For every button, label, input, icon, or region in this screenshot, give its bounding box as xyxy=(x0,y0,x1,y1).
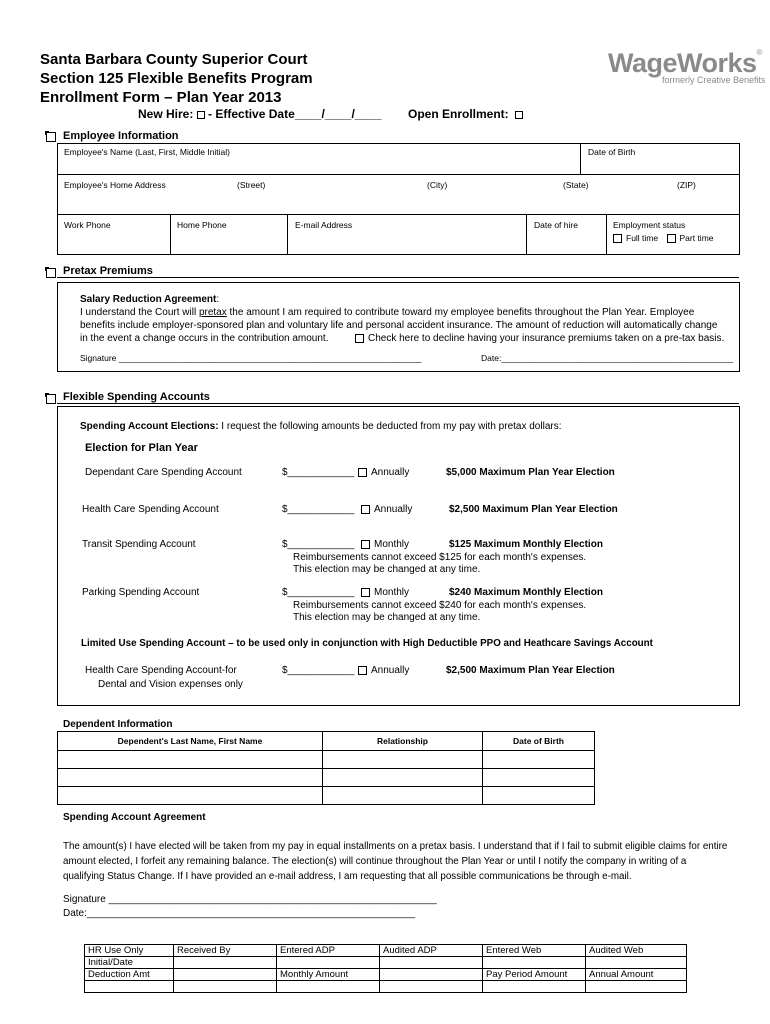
dob-cell[interactable] xyxy=(483,769,595,787)
fsa-row-name: Parking Spending Account xyxy=(82,587,200,598)
new-hire-checkbox[interactable] xyxy=(197,111,205,119)
hr-cell: HR Use Only xyxy=(85,945,174,957)
state-label: (State) xyxy=(563,180,589,190)
email-divider xyxy=(287,214,288,254)
freq-label: Monthly xyxy=(374,539,410,550)
hr-row xyxy=(85,969,687,981)
dependent-name-cell[interactable] xyxy=(58,751,323,769)
hr-cell[interactable] xyxy=(586,981,687,993)
pretax-line-3: in the event a change occurs in the contribution amount. xyxy=(80,333,329,344)
election-heading: Election for Plan Year xyxy=(85,442,198,454)
decline-checkbox[interactable] xyxy=(355,334,364,343)
decline-option xyxy=(355,332,724,345)
table-row xyxy=(58,751,595,769)
open-enrollment-line xyxy=(408,107,523,121)
hr-row xyxy=(85,957,687,969)
fsa-row-name: Transit Spending Account xyxy=(82,539,196,550)
employee-row-divider-2 xyxy=(57,214,739,215)
hr-cell[interactable] xyxy=(277,981,380,993)
logo-subtitle: formerly Creative Benefits xyxy=(662,75,766,85)
hr-use-table xyxy=(84,944,687,993)
freq-checkbox[interactable] xyxy=(358,468,367,477)
dob-divider xyxy=(580,143,581,174)
hr-cell[interactable] xyxy=(85,981,174,993)
freq-checkbox[interactable] xyxy=(358,666,367,675)
employee-name-label: Employee's Name (Last, First, Middle Initial) xyxy=(64,147,231,157)
table-row xyxy=(58,787,595,805)
dependent-dob-header: Date of Birth xyxy=(483,732,595,751)
employee-section-title: Employee Information xyxy=(63,130,179,142)
limited-use-heading: Limited Use Spending Account – to be used only in conjunction with High Deductible PPO and Heathcare Savings Account xyxy=(81,638,653,649)
hr-cell: Entered Web xyxy=(483,945,586,957)
agreement-line-3: qualifying Status Change. If I have provided an e-mail address, I am requesting that all possible communications be through e-mail. xyxy=(63,871,632,882)
dependent-title: Dependent Information xyxy=(63,719,173,730)
hire-divider xyxy=(526,214,527,254)
pretax-section-checkbox[interactable] xyxy=(46,268,56,278)
agreement-date[interactable]: Date:___________________________________________________________ xyxy=(63,908,416,919)
new-hire-line xyxy=(138,107,382,121)
hr-cell[interactable] xyxy=(174,981,277,993)
pretax-line-1b: the amount I am required to contribute toward my employee benefits throughout the Plan Year. Employee xyxy=(226,307,695,318)
employee-section-checkbox[interactable] xyxy=(46,132,56,142)
freq-label: Annually xyxy=(371,665,410,676)
fsa-row-freq xyxy=(361,586,409,599)
hr-cell[interactable] xyxy=(174,969,277,981)
fsa-row-name: Dependant Care Spending Account xyxy=(85,467,242,478)
dob-cell[interactable] xyxy=(483,787,595,805)
dependent-table xyxy=(57,731,595,805)
freq-label: Monthly xyxy=(374,587,410,598)
hr-cell: Audited Web xyxy=(586,945,687,957)
hr-row xyxy=(85,981,687,993)
agreement-signature[interactable]: Signature ___________________________________________________________ xyxy=(63,894,437,905)
pretax-underlined: pretax xyxy=(198,307,227,318)
street-label: (Street) xyxy=(237,180,266,190)
salary-reduction-colon: : xyxy=(216,294,220,305)
work-phone-label: Work Phone xyxy=(64,220,111,230)
hr-cell[interactable] xyxy=(380,969,483,981)
relationship-cell[interactable] xyxy=(323,769,483,787)
fsa-elections-text: I request the following amounts be deducted from my pay with pretax dollars: xyxy=(218,421,562,432)
logo-reg: ® xyxy=(756,48,763,57)
fsa-row-freq xyxy=(361,538,409,551)
hr-cell: Audited ADP xyxy=(380,945,483,957)
fsa-row-amount[interactable]: $____________ xyxy=(282,504,355,515)
fsa-section-checkbox[interactable] xyxy=(46,394,56,404)
freq-checkbox[interactable] xyxy=(361,505,370,514)
fsa-row-amount[interactable]: $____________ xyxy=(282,539,355,550)
form-title xyxy=(40,50,313,107)
zip-label: (ZIP) xyxy=(677,180,696,190)
fsa-row-max: $125 Maximum Monthly Election xyxy=(449,539,603,550)
hr-cell[interactable] xyxy=(277,957,380,969)
status-divider xyxy=(606,214,607,254)
agreement-title: Spending Account Agreement xyxy=(63,812,206,823)
fsa-row-freq xyxy=(358,466,409,479)
title-line-2: Section 125 Flexible Benefits Program xyxy=(40,70,313,87)
hr-cell: Received By xyxy=(174,945,277,957)
new-hire-label: New Hire: xyxy=(138,107,194,121)
part-time-label: Part time xyxy=(679,233,714,243)
fsa-row-max: $240 Maximum Monthly Election xyxy=(449,587,603,598)
fsa-section-title: Flexible Spending Accounts xyxy=(63,391,210,403)
freq-label: Annually xyxy=(371,467,410,478)
date-hire-label: Date of hire xyxy=(534,220,578,230)
salary-reduction-heading: Salary Reduction Agreement xyxy=(80,294,217,305)
full-time-checkbox[interactable] xyxy=(613,234,622,243)
hr-cell: Pay Period Amount xyxy=(483,969,586,981)
dependent-name-header: Dependent's Last Name, First Name xyxy=(58,732,323,751)
limited-row-max: $2,500 Maximum Plan Year Election xyxy=(446,665,615,676)
salary-reduction-title xyxy=(80,293,219,306)
employment-status-label: Employment status xyxy=(613,220,686,230)
fsa-row-max: $5,000 Maximum Plan Year Election xyxy=(446,467,615,478)
relationship-cell[interactable] xyxy=(323,751,483,769)
pretax-line-1a: I understand the Court will xyxy=(80,307,199,318)
table-row xyxy=(58,769,595,787)
hr-row xyxy=(85,945,687,957)
freq-checkbox[interactable] xyxy=(361,588,370,597)
hr-cell: Entered ADP xyxy=(277,945,380,957)
fsa-row-max: $2,500 Maximum Plan Year Election xyxy=(449,504,618,515)
hr-cell: Annual Amount xyxy=(586,969,687,981)
fsa-row-amount[interactable]: $____________ xyxy=(282,587,355,598)
relationship-cell[interactable] xyxy=(323,787,483,805)
pretax-signature[interactable]: Signature ________________________________________________________________ xyxy=(80,353,422,363)
fsa-elections-bold: Spending Account Elections: xyxy=(80,421,219,432)
city-label: (City) xyxy=(427,180,448,190)
freq-checkbox[interactable] xyxy=(361,540,370,549)
hr-cell: Initial/Date xyxy=(85,957,174,969)
open-enrollment-label: Open Enrollment: xyxy=(408,107,509,121)
address-label: Employee's Home Address xyxy=(64,180,166,190)
effective-date: - Effective Date____/____/____ xyxy=(208,107,382,121)
hr-cell: Deduction Amt xyxy=(85,969,174,981)
dependent-name-cell[interactable] xyxy=(58,769,323,787)
pretax-date[interactable]: Date:_________________________________________________ xyxy=(481,353,733,363)
fsa-row-amount[interactable]: $____________ xyxy=(282,467,355,478)
fsa-row-note: This election may be changed at any time. xyxy=(293,564,481,575)
hr-cell[interactable] xyxy=(380,981,483,993)
freq-label: Annually xyxy=(374,504,413,515)
hr-cell[interactable] xyxy=(483,957,586,969)
decline-label: Check here to decline having your insurance premiums taken on a pre-tax basis. xyxy=(368,333,725,344)
fsa-row-name: Health Care Spending Account xyxy=(82,504,219,515)
limited-row-name-2: Dental and Vision expenses only xyxy=(98,679,243,690)
title-line-3: Enrollment Form – Plan Year 2013 xyxy=(40,89,282,106)
limited-row-freq xyxy=(358,664,409,677)
part-time-checkbox[interactable] xyxy=(667,234,676,243)
agreement-line-1: The amount(s) I have elected will be taken from my pay in equal installments on a pretax basis. I understand that if I fail to submit eligible claims for entire xyxy=(63,841,728,852)
fsa-row-note: This election may be changed at any time. xyxy=(293,612,481,623)
relationship-header: Relationship xyxy=(323,732,483,751)
fsa-row-note: Reimbursements cannot exceed $125 for each month's expenses. xyxy=(293,552,587,563)
fsa-top-rule xyxy=(57,403,739,404)
email-label: E-mail Address xyxy=(295,220,353,230)
limited-row-amount[interactable]: $____________ xyxy=(282,665,355,676)
logo-text: WageWorks xyxy=(608,48,757,78)
agreement-line-2: amount elected, I forfeit any remaining balance. The election(s) will continue throughout the Plan Year or until I notify the company in writing of a xyxy=(63,856,687,867)
title-line-1: Santa Barbara County Superior Court xyxy=(40,51,308,68)
fsa-row-freq xyxy=(361,503,412,516)
hr-cell[interactable] xyxy=(483,981,586,993)
pretax-top-rule xyxy=(57,277,739,278)
pretax-line-1 xyxy=(80,306,694,319)
pretax-line-2: benefits include employer-sponsored plan and voluntary life and personal accident insurance. The amount of reduction will automatically change xyxy=(80,320,718,331)
home-phone-label: Home Phone xyxy=(177,220,227,230)
fsa-elections-line xyxy=(80,420,562,433)
employee-row-divider-1 xyxy=(57,174,739,175)
hr-cell[interactable] xyxy=(380,957,483,969)
dependent-name-cell[interactable] xyxy=(58,787,323,805)
pretax-section-title: Pretax Premiums xyxy=(63,265,153,277)
dob-cell[interactable] xyxy=(483,751,595,769)
hr-cell[interactable] xyxy=(174,957,277,969)
dob-label: Date of Birth xyxy=(588,147,636,157)
open-enrollment-checkbox[interactable] xyxy=(515,111,523,119)
full-time-label: Full time xyxy=(626,233,659,243)
hr-cell: Monthly Amount xyxy=(277,969,380,981)
wageworks-logo xyxy=(608,48,766,85)
employment-status-options xyxy=(613,233,714,243)
dependent-header-row xyxy=(58,732,595,751)
phone-divider xyxy=(170,214,171,254)
limited-row-name-1: Health Care Spending Account-for xyxy=(85,665,237,676)
hr-cell[interactable] xyxy=(586,957,687,969)
fsa-row-note: Reimbursements cannot exceed $240 for each month's expenses. xyxy=(293,600,587,611)
